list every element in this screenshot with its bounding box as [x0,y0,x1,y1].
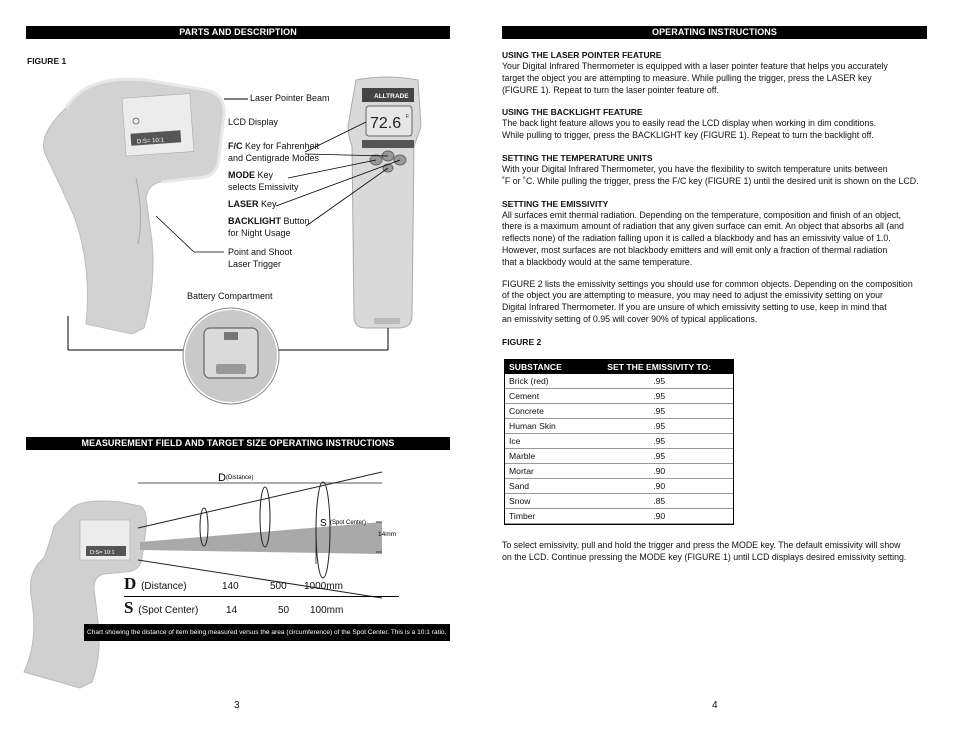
diagram-size-label: 14mm [378,531,397,538]
table-cell-value: .95 [585,419,733,434]
callout-trigger-line2: Laser Trigger [228,258,282,269]
emissivity-line-3: reflects none) of the radiation falling upon it is called a blackbody and has an emissivity value of 1.0. [502,233,891,244]
callout-mode-bold: MODE [228,170,255,180]
table-cell-substance: Concrete [505,404,585,419]
callout-backlight-line2: for Night Usage [228,227,291,238]
table-cell-value: .90 [585,479,733,494]
callout-mode-rest: Key [255,170,274,180]
table-cell-value: .95 [585,404,733,419]
table-cell-value: .90 [585,509,733,524]
table-cell-substance: Ice [505,434,585,449]
callout-battery: Battery Compartment [187,291,273,301]
table-row [505,404,733,419]
emissivity-line-4: However, most surfaces are not blackbody emitters and will emit only a fraction of thermal radiation [502,244,888,255]
table-cell-substance: Mortar [505,464,585,479]
callout-backlight [228,216,310,239]
laser-line-1: Your Digital Infrared Thermometer is equipped with a laser pointer feature that helps you accurately [502,61,888,71]
callout-laser-beam: Laser Pointer Beam [250,93,330,103]
callout-laser-bold: LASER [228,199,259,209]
table-cell-substance: Snow [505,494,585,509]
intro-line-3: Digital Infrared Thermometer. If you are unsure of which emissivity setting to use, keep in mind that [502,302,887,313]
ds-d-name: (Distance) [141,581,187,592]
units-line-2: ˚F or ˚C. While pulling the trigger, press the F/C key (FIGURE 1) until the desired unit is shown on the LCD. [502,175,919,186]
table-cell-substance: Human Skin [505,419,585,434]
ds-d-value-2: 500 [270,581,287,592]
table-header-substance: SUBSTANCE [505,360,585,374]
section-units [502,152,932,188]
figure-1-label: FIGURE 1 [27,56,67,66]
table-cell-value: .95 [585,449,733,464]
callout-fc-line2: and Centigrade Modes [228,152,320,163]
diagram-d-letter: D [218,472,226,484]
heading-emissivity: SETTING THE EMISSIVITY [502,198,609,209]
emissivity-line-1: All surfaces emit thermal radiation. Depending on the temperature, composition and finish of an object, [502,209,902,220]
units-line-1: With your Digital Infrared Thermometer, you have the flexibility to switch temperature units between [502,163,888,174]
ds-d-value-1: 140 [222,581,239,592]
table-header-emissivity: SET THE EMISSIVITY TO: [585,360,733,374]
ds-s-value-3: 100mm [310,605,344,616]
emissivity-line-5: that a blackbody would at the same temperature. [502,256,693,267]
laser-line-2: target the object you are attempting to measure. While pulling the trigger, press the LASER key [502,72,872,83]
callout-laser-rest: Key [258,199,277,209]
callout-trigger [228,247,292,270]
diagram-ratio-text: D:S= 10:1 [90,550,115,556]
intro-line-1: FIGURE 2 lists the emissivity settings you should use for common objects. Depending on the composition [502,278,913,289]
table-row [505,479,733,494]
heading-backlight: USING THE BACKLIGHT FEATURE [502,107,643,118]
intro-line-4: an emissivity setting of 0.95 will cover 90% of typical applications. [502,313,758,324]
closing-paragraph [502,540,932,564]
ds-row-spot [124,598,399,620]
table-cell-substance: Marble [505,449,585,464]
lcd-unit: F [406,114,410,120]
table-cell-value: .95 [585,389,733,404]
callout-trigger-line1: Point and Shoot [228,247,293,257]
callout-fc-bold: F/C [228,141,243,151]
ds-s-value-1: 14 [226,605,238,616]
section-title-measurement: MEASUREMENT FIELD AND TARGET SIZE OPERATING INSTRUCTIONS [26,437,450,450]
callout-backlight-rest: Button [281,216,310,226]
brand-text: ALLTRADE [374,93,409,100]
table-cell-substance: Cement [505,389,585,404]
callout-mode-line2: selects Emissivity [228,181,299,192]
callout-mode-key [228,170,299,193]
heading-laser: USING THE LASER POINTER FEATURE [502,50,662,60]
table-row [505,464,733,479]
callout-fc-rest: Key for Fahrenheit [242,141,320,151]
table-cell-substance: Sand [505,479,585,494]
page-number-left: 3 [234,700,240,711]
table-row [505,374,733,389]
closing-line-1: To select emissivity, pull and hold the trigger and press the MODE key. The default emissivity will show [502,540,901,550]
backlight-line-2: While pulling to trigger, press the BACKLIGHT key (FIGURE 1). Repeat to turn the backlight off. [502,130,874,141]
ds-s-name: (Spot Center) [138,605,199,616]
figure2-intro [502,279,932,326]
callout-lcd: LCD Display [228,117,279,127]
section-title-parts: PARTS AND DESCRIPTION [26,26,450,39]
table-row [505,434,733,449]
ds-s-value-2: 50 [278,605,290,616]
section-title-operating: OPERATING INSTRUCTIONS [502,26,927,39]
section-emissivity [502,198,932,269]
table-cell-substance: Brick (red) [505,374,585,389]
emissivity-line-2: there is a maximum amount of radiation that any given surface can emit. An object that absorbs all (and [502,221,904,232]
side-ratio-text: D:S= 10:1 [136,137,165,146]
ds-row-distance [124,574,399,597]
diagram-s-sub: (Spot Center) [330,520,367,526]
table-row [505,449,733,464]
table-row [505,419,733,434]
chart-caption: Chart showing the distance of item being measured versus the area (circumference) of the Spot Center. This is a 10:1 ratio. [84,624,450,641]
table-row [505,389,733,404]
side-label-panel [122,94,194,157]
diagram-d-sub: (Distance) [226,475,254,481]
ds-d-letter: D [124,574,137,593]
ds-s-letter: S [124,598,134,617]
intro-line-2: of the object you are attempting to measure, you may need to adjust the emissivity setting on your [502,290,883,301]
lcd-reading: 72.6 [370,115,402,132]
ds-d-value-3: 1000mm [304,581,343,592]
table-header-row [505,360,733,374]
table-cell-value: .90 [585,464,733,479]
section-laser [502,49,932,96]
callout-laser-key [228,199,277,211]
table-row [505,494,733,509]
closing-line-2: on the LCD. Continue pressing the MODE key (FIGURE 1) until LCD displays desired emissivity setting. [502,551,907,562]
table-cell-value: .95 [585,434,733,449]
table-cell-value: .95 [585,374,733,389]
laser-line-3: (FIGURE 1). Repeat to turn the laser pointer feature off. [502,84,719,95]
heading-units: SETTING THE TEMPERATURE UNITS [502,152,653,163]
table-row [505,509,733,524]
figure-2-label: FIGURE 2 [502,336,542,347]
page-number-right: 4 [712,700,718,711]
section-backlight [502,106,932,142]
table-cell-value: .85 [585,494,733,509]
callout-backlight-bold: BACKLIGHT [228,216,281,226]
diagram-s-letter: S [320,518,327,529]
callout-fc-key [228,141,319,164]
table-cell-substance: Timber [505,509,585,524]
backlight-line-1: The back light feature allows you to easily read the LCD display when working in dim conditions. [502,118,877,129]
emissivity-table [505,360,733,524]
operating-sections [502,49,932,354]
emissivity-table-wrap [504,359,734,525]
